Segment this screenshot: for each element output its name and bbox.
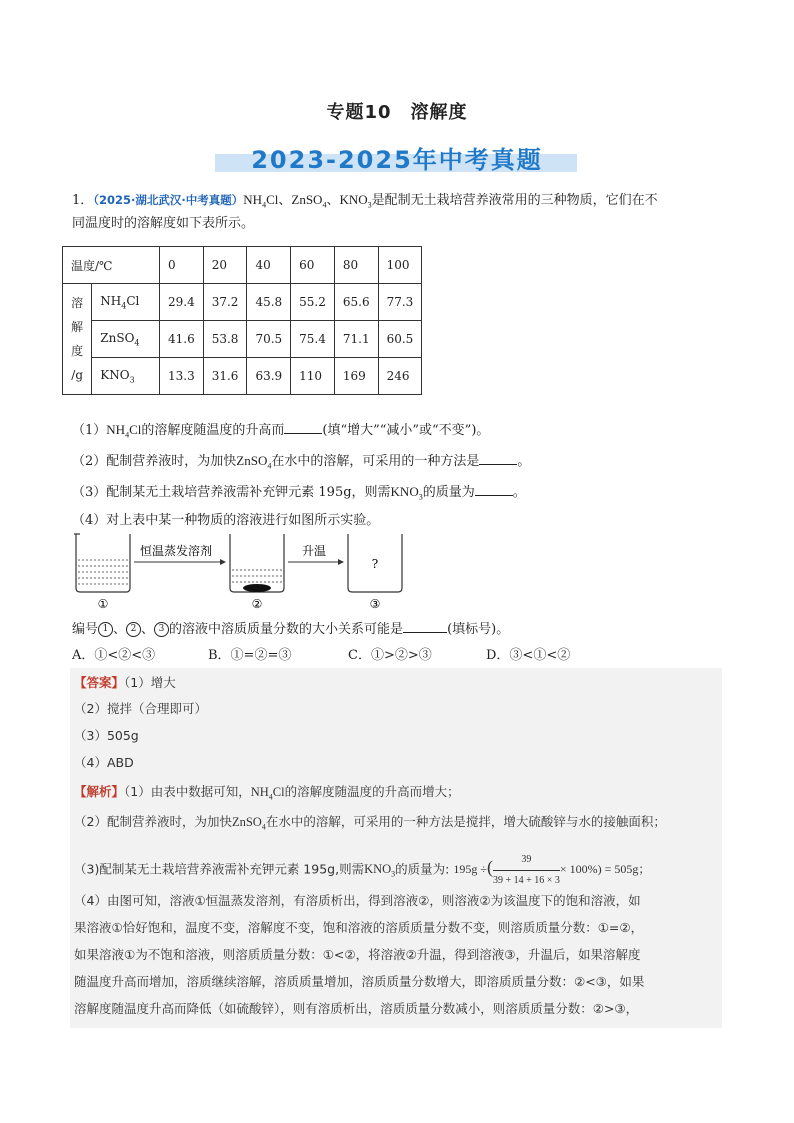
- table-cell: 29.4: [160, 284, 204, 321]
- table-cell: 75.4: [291, 321, 335, 358]
- arrow-2-head: [338, 559, 344, 565]
- table-cell: 55.2: [291, 284, 335, 321]
- page-title: 专题10 溶解度: [326, 102, 468, 123]
- sub-question-1: $(1)NH_4Cl$的溶解度随温度的升高而 (填“增大”“减小”或“不变”)。: [72, 422, 490, 440]
- beaker-2: [230, 534, 284, 592]
- formula-fraction: $\frac{39}{39 + 14 + 16 \times 3}$: [493, 850, 560, 891]
- table-header-cell: 60: [291, 247, 335, 284]
- solubility-table: [62, 246, 422, 395]
- option-d: D．③<①<②: [486, 648, 571, 663]
- analysis-line-7: 随温度升高而增加，溶质继续溶解，溶质质量增加，溶质质量分数增大，即溶质质量分数：②<③，如果: [74, 974, 645, 989]
- analysis-line-2: （2）配制营养液时，为加快ZnSO$_4$在水中的溶解，可采用的一种方法是搅拌，增大硫酸锌与水的接触面积；: [74, 814, 666, 832]
- experiment-diagram: [72, 530, 412, 612]
- sub-question-4-prompt: 编号 1 、 2 、 3 的溶液中溶质质量分数的大小关系可能是 (填标号)。: [72, 622, 510, 637]
- question-stem-line2: 同温度时的溶解度如下表所示。: [72, 216, 255, 231]
- table-cell: 53.8: [203, 321, 247, 358]
- table-substance-kno3: $KNO_3$: [92, 358, 160, 395]
- table-substance-nh4cl: $NH_4Cl$: [92, 284, 160, 321]
- table-cell: 70.5: [247, 321, 291, 358]
- analysis-line-6: 如果溶液①为不饱和溶液，则溶质质量分数：①<②，将溶液②升温，得到溶液③，升温后，如果溶解度: [74, 947, 641, 962]
- table-cell: 77.3: [378, 284, 422, 321]
- answer-line-4: （4）ABD: [74, 755, 134, 770]
- table-header-label: 温度/℃: [63, 247, 160, 284]
- answer-tag: 【答案】: [74, 675, 125, 690]
- table-cell: 246: [378, 358, 422, 395]
- analysis-line-3: （3)配制某无土栽培营养液需补充钾元素 195g,则需$KNO_3$的质量为: 195g ÷( $\frac{39}{39 + 14 + 16 \times 3}$ × 100%) = 505g；: [74, 850, 724, 891]
- analysis-tag: 【解析】: [74, 784, 125, 799]
- answer-line-3: （3）505g: [74, 728, 139, 743]
- mass-formula: 195g ÷( $\frac{39}{39 + 14 + 16 \times 3}$ × 100%) = 505g；: [453, 862, 650, 876]
- table-header-cell: 20: [203, 247, 247, 284]
- table-cell: 63.9: [247, 358, 291, 395]
- table-row: [63, 321, 422, 358]
- table-header-cell: 80: [334, 247, 378, 284]
- beaker-1: [74, 534, 130, 592]
- sub-question-3: （3）配制某无土栽培营养液需补充钾元素 195g，则需$KNO_3$的质量为 。: [72, 484, 526, 502]
- table-header-row: [63, 247, 422, 284]
- sub-question-4: （4）对上表中某一种物质的溶液进行如图所示实验。: [72, 513, 380, 528]
- table-side-label: 溶 解 度 /g: [63, 284, 92, 395]
- answer-blank: [475, 483, 513, 496]
- table-header-cell: 100: [378, 247, 422, 284]
- answer-blank: [403, 620, 447, 633]
- table-cell: 13.3: [160, 358, 204, 395]
- question-source: （2025·湖北武汉·中考真题）: [93, 193, 244, 207]
- analysis-line-8: 溶解度随温度升高而降低（如硫酸锌），则有溶质析出，溶质质量分数减小，则溶质质量分数：②>③，: [74, 1001, 639, 1016]
- answer-line-2: （2）搅拌（合理即可）: [74, 701, 207, 716]
- table-cell: 110: [291, 358, 335, 395]
- option-a: A．①<②<③: [72, 648, 156, 663]
- table-row: [63, 358, 422, 395]
- beaker-label-3: ③: [369, 597, 381, 611]
- step-label-heat: 升温: [301, 544, 327, 558]
- table-cell: 37.2: [203, 284, 247, 321]
- table-header-cell: 0: [160, 247, 204, 284]
- beaker-label-2: ②: [251, 597, 263, 611]
- analysis-line-1: 【解析】（1）由表中数据可知，$NH_4Cl$的溶解度随温度的升高而增大；: [74, 784, 460, 802]
- exam-banner: [0, 140, 794, 174]
- table-cell: 71.1: [334, 321, 378, 358]
- table-cell: 45.8: [247, 284, 291, 321]
- step-label-evaporate: 恒温蒸发溶剂: [139, 544, 213, 558]
- unknown-mark: ?: [371, 557, 379, 571]
- table-cell: 60.5: [378, 321, 422, 358]
- table-row: [63, 284, 422, 321]
- analysis-line-4: （4）由图可知，溶液①恒温蒸发溶剂，有溶质析出，得到溶液②，则溶液②为该温度下的饱和溶液，如: [74, 893, 641, 908]
- table-cell: 41.6: [160, 321, 204, 358]
- arrow-1-head: [220, 559, 226, 565]
- table-substance-znso4: ZnSO$_4$: [92, 321, 160, 358]
- question-stem-line1: 1．（2025·湖北武汉·中考真题）$NH_4Cl$、ZnSO$_4$、$KNO_3$是配制无土栽培营养液常用的三种物质，它们在不: [72, 192, 658, 210]
- answer-blank: [479, 452, 517, 465]
- sub-question-2: （2）配制营养液时，为加快ZnSO$_4$在水中的溶解，可采用的一种方法是 。: [72, 453, 531, 471]
- table-cell: 65.6: [334, 284, 378, 321]
- option-c: C．①>②>③: [348, 648, 432, 663]
- table-header-cell: 40: [247, 247, 291, 284]
- answer-blank: [284, 421, 322, 434]
- beaker-label-1: ①: [97, 597, 109, 611]
- analysis-line-5: 果溶液①恰好饱和，温度不变，溶解度不变，饱和溶液的溶质质量分数不变，则溶质质量分数：①=②，: [74, 920, 644, 935]
- table-cell: 169: [334, 358, 378, 395]
- answer-line-1: 【答案】（1）增大: [74, 675, 176, 690]
- option-b: B．①=②=③: [208, 648, 292, 663]
- banner-text: 2023-2025年中考真题: [251, 146, 543, 174]
- table-cell: 31.6: [203, 358, 247, 395]
